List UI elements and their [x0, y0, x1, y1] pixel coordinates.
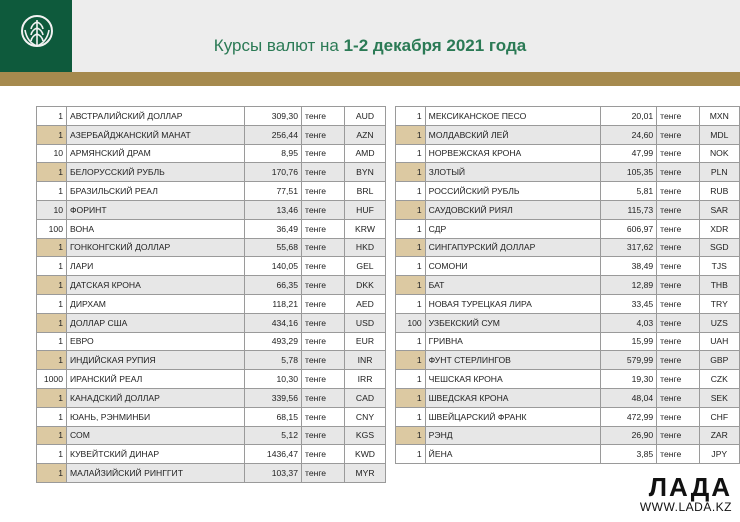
table-row	[37, 332, 386, 351]
rate-value: 103,37	[245, 464, 302, 483]
rate-unit: тенге	[657, 388, 699, 407]
rate-value: 105,35	[601, 163, 657, 182]
currency-code: DKK	[345, 276, 386, 295]
rate-value: 3,85	[601, 445, 657, 464]
rate-unit: тенге	[657, 125, 699, 144]
rate-unit: тенге	[657, 107, 699, 126]
rate-unit: тенге	[657, 182, 699, 201]
rate-unit: тенге	[302, 219, 345, 238]
currency-code: AUD	[345, 107, 386, 126]
rate-value: 256,44	[245, 125, 302, 144]
currency-code: SAR	[699, 200, 739, 219]
currency-name: ГОНКОНГСКИЙ ДОЛЛАР	[67, 238, 245, 257]
rate-unit: тенге	[302, 200, 345, 219]
currency-code: BYN	[345, 163, 386, 182]
table-row	[37, 144, 386, 163]
gold-stripe	[0, 72, 740, 86]
currency-code: AZN	[345, 125, 386, 144]
rate-value: 317,62	[601, 238, 657, 257]
title-date: 1-2 декабря 2021 года	[343, 36, 527, 55]
rate-unit: тенге	[302, 182, 345, 201]
unit-count: 1	[37, 125, 67, 144]
rate-unit: тенге	[657, 238, 699, 257]
unit-count: 1000	[37, 370, 67, 389]
unit-count: 1	[37, 313, 67, 332]
rate-unit: тенге	[302, 426, 345, 445]
currency-code: BRL	[345, 182, 386, 201]
rate-value: 309,30	[245, 107, 302, 126]
currency-code: RUB	[699, 182, 739, 201]
table-row	[396, 313, 740, 332]
unit-count: 1	[396, 276, 426, 295]
rate-unit: тенге	[302, 313, 345, 332]
table-row	[396, 238, 740, 257]
rate-unit: тенге	[302, 388, 345, 407]
unit-count: 1	[396, 445, 426, 464]
rate-unit: тенге	[657, 445, 699, 464]
table-row	[396, 107, 740, 126]
table-row	[37, 388, 386, 407]
currency-code: TRY	[699, 294, 739, 313]
watermark-logo: ЛАДА	[648, 472, 732, 502]
unit-count: 1	[396, 182, 426, 201]
rate-value: 20,01	[601, 107, 657, 126]
unit-count: 1	[37, 238, 67, 257]
currency-name: АЗЕРБАЙДЖАНСКИЙ МАНАТ	[67, 125, 245, 144]
rate-unit: тенге	[657, 313, 699, 332]
currency-code: PLN	[699, 163, 739, 182]
table-row	[396, 351, 740, 370]
rate-value: 5,12	[245, 426, 302, 445]
currency-code: UZS	[699, 313, 739, 332]
rate-unit: тенге	[302, 238, 345, 257]
rate-value: 13,46	[245, 200, 302, 219]
currency-code: UAH	[699, 332, 739, 351]
unit-count: 100	[37, 219, 67, 238]
table-row	[396, 144, 740, 163]
currency-name: НОРВЕЖСКАЯ КРОНА	[425, 144, 600, 163]
currency-code: NOK	[699, 144, 739, 163]
rate-unit: тенге	[657, 426, 699, 445]
rate-value: 115,73	[601, 200, 657, 219]
currency-code: MDL	[699, 125, 739, 144]
table-row	[396, 445, 740, 464]
rate-unit: тенге	[657, 276, 699, 295]
table-row	[37, 426, 386, 445]
table-row	[37, 107, 386, 126]
rate-value: 1436,47	[245, 445, 302, 464]
rate-value: 68,15	[245, 407, 302, 426]
currency-name: СОМ	[67, 426, 245, 445]
unit-count: 1	[396, 163, 426, 182]
currency-name: НОВАЯ ТУРЕЦКАЯ ЛИРА	[425, 294, 600, 313]
currency-name: АВСТРАЛИЙСКИЙ ДОЛЛАР	[67, 107, 245, 126]
table-row	[37, 257, 386, 276]
currency-name: ГРИВНА	[425, 332, 600, 351]
table-row	[37, 219, 386, 238]
currency-name: ИНДИЙСКАЯ РУПИЯ	[67, 351, 245, 370]
rate-value: 24,60	[601, 125, 657, 144]
currency-code: AED	[345, 294, 386, 313]
currency-name: ВОНА	[67, 219, 245, 238]
currency-name: ШВЕЙЦАРСКИЙ ФРАНК	[425, 407, 600, 426]
rate-unit: тенге	[302, 163, 345, 182]
rate-value: 118,21	[245, 294, 302, 313]
page-title	[0, 36, 740, 56]
rate-unit: тенге	[657, 407, 699, 426]
currency-name: БРАЗИЛЬСКИЙ РЕАЛ	[67, 182, 245, 201]
currency-name: РЭНД	[425, 426, 600, 445]
unit-count: 1	[37, 276, 67, 295]
rate-value: 15,99	[601, 332, 657, 351]
rate-value: 48,04	[601, 388, 657, 407]
currency-code: XDR	[699, 219, 739, 238]
currency-code: CAD	[345, 388, 386, 407]
unit-count: 1	[396, 388, 426, 407]
unit-count: 1	[396, 219, 426, 238]
currency-name: МЕКСИКАНСКОЕ ПЕСО	[425, 107, 600, 126]
rate-unit: тенге	[302, 294, 345, 313]
currency-name: ФОРИНТ	[67, 200, 245, 219]
rate-unit: тенге	[302, 257, 345, 276]
rate-value: 36,49	[245, 219, 302, 238]
currency-code: HUF	[345, 200, 386, 219]
rate-unit: тенге	[302, 276, 345, 295]
unit-count: 1	[37, 407, 67, 426]
currency-code: CHF	[699, 407, 739, 426]
currency-code: KWD	[345, 445, 386, 464]
watermark	[640, 474, 732, 514]
rate-value: 493,29	[245, 332, 302, 351]
table-row	[396, 182, 740, 201]
rate-unit: тенге	[302, 445, 345, 464]
rate-value: 55,68	[245, 238, 302, 257]
rate-value: 77,51	[245, 182, 302, 201]
table-row	[37, 276, 386, 295]
table-row	[37, 200, 386, 219]
currency-code: ZAR	[699, 426, 739, 445]
rate-unit: тенге	[657, 163, 699, 182]
rate-value: 5,78	[245, 351, 302, 370]
currency-name: ЧЕШСКАЯ КРОНА	[425, 370, 600, 389]
currency-name: МОЛДАВСКИЙ ЛЕЙ	[425, 125, 600, 144]
rate-unit: тенге	[657, 351, 699, 370]
title-prefix: Курсы валют на	[213, 36, 344, 55]
rate-unit: тенге	[657, 294, 699, 313]
table-row	[37, 445, 386, 464]
currency-name: ИРАНСКИЙ РЕАЛ	[67, 370, 245, 389]
currency-code: TJS	[699, 257, 739, 276]
currency-name: ШВЕДСКАЯ КРОНА	[425, 388, 600, 407]
currency-name: ДОЛЛАР США	[67, 313, 245, 332]
rate-unit: тенге	[657, 370, 699, 389]
currency-name: СОМОНИ	[425, 257, 600, 276]
rate-value: 10,30	[245, 370, 302, 389]
table-row	[37, 313, 386, 332]
currency-code: HKD	[345, 238, 386, 257]
unit-count: 10	[37, 200, 67, 219]
rates-table-right	[395, 106, 740, 464]
unit-count: 1	[396, 294, 426, 313]
table-row	[396, 426, 740, 445]
unit-count: 1	[37, 332, 67, 351]
rate-value: 4,03	[601, 313, 657, 332]
rate-unit: тенге	[302, 332, 345, 351]
currency-name: УЗБЕКСКИЙ СУМ	[425, 313, 600, 332]
rate-unit: тенге	[657, 332, 699, 351]
unit-count: 1	[396, 107, 426, 126]
currency-name: АРМЯНСКИЙ ДРАМ	[67, 144, 245, 163]
unit-count: 1	[396, 125, 426, 144]
currency-code: EUR	[345, 332, 386, 351]
rate-value: 339,56	[245, 388, 302, 407]
unit-count: 1	[396, 407, 426, 426]
table-row	[37, 294, 386, 313]
unit-count: 1	[37, 107, 67, 126]
rate-value: 47,99	[601, 144, 657, 163]
unit-count: 1	[37, 294, 67, 313]
currency-code: KGS	[345, 426, 386, 445]
currency-code: MXN	[699, 107, 739, 126]
currency-name: ЛАРИ	[67, 257, 245, 276]
unit-count: 1	[396, 238, 426, 257]
table-row	[37, 125, 386, 144]
table-row	[396, 388, 740, 407]
rate-value: 472,99	[601, 407, 657, 426]
unit-count: 100	[396, 313, 426, 332]
rates-table-left	[36, 106, 386, 483]
rate-unit: тенге	[302, 107, 345, 126]
currency-code: USD	[345, 313, 386, 332]
unit-count: 1	[396, 257, 426, 276]
currency-code: SEK	[699, 388, 739, 407]
unit-count: 1	[37, 257, 67, 276]
currency-name: СДР	[425, 219, 600, 238]
currency-code: THB	[699, 276, 739, 295]
unit-count: 1	[37, 464, 67, 483]
currency-code: IRR	[345, 370, 386, 389]
rate-value: 66,35	[245, 276, 302, 295]
currency-name: МАЛАЙЗИЙСКИЙ РИНГГИТ	[67, 464, 245, 483]
currency-code: JPY	[699, 445, 739, 464]
rate-value: 19,30	[601, 370, 657, 389]
unit-count: 1	[37, 163, 67, 182]
currency-name: КАНАДСКИЙ ДОЛЛАР	[67, 388, 245, 407]
table-row	[396, 294, 740, 313]
currency-code: GEL	[345, 257, 386, 276]
rate-value: 38,49	[601, 257, 657, 276]
rate-value: 26,90	[601, 426, 657, 445]
currency-name: БЕЛОРУССКИЙ РУБЛЬ	[67, 163, 245, 182]
rate-value: 12,89	[601, 276, 657, 295]
rate-value: 434,16	[245, 313, 302, 332]
currency-code: CZK	[699, 370, 739, 389]
table-row	[37, 370, 386, 389]
currency-name: РОССИЙСКИЙ РУБЛЬ	[425, 182, 600, 201]
currency-code: INR	[345, 351, 386, 370]
unit-count: 1	[396, 426, 426, 445]
rate-value: 140,05	[245, 257, 302, 276]
table-row	[396, 370, 740, 389]
unit-count: 1	[37, 388, 67, 407]
rate-unit: тенге	[657, 257, 699, 276]
currency-code: AMD	[345, 144, 386, 163]
unit-count: 1	[396, 332, 426, 351]
currency-name: БАТ	[425, 276, 600, 295]
table-row	[37, 238, 386, 257]
rate-value: 5,81	[601, 182, 657, 201]
currency-code: SGD	[699, 238, 739, 257]
currency-name: КУВЕЙТСКИЙ ДИНАР	[67, 445, 245, 464]
currency-name: ЮАНЬ, РЭНМИНБИ	[67, 407, 245, 426]
rate-value: 606,97	[601, 219, 657, 238]
currency-name: ФУНТ СТЕРЛИНГОВ	[425, 351, 600, 370]
rate-unit: тенге	[302, 407, 345, 426]
table-row	[396, 332, 740, 351]
currency-name: ДАТСКАЯ КРОНА	[67, 276, 245, 295]
rate-unit: тенге	[302, 125, 345, 144]
rate-unit: тенге	[302, 370, 345, 389]
table-row	[396, 257, 740, 276]
table-row	[37, 351, 386, 370]
currency-name: СИНГАПУРСКИЙ ДОЛЛАР	[425, 238, 600, 257]
unit-count: 1	[396, 200, 426, 219]
rate-value: 170,76	[245, 163, 302, 182]
currency-name: ЕВРО	[67, 332, 245, 351]
table-row	[396, 200, 740, 219]
unit-count: 1	[37, 445, 67, 464]
currency-code: MYR	[345, 464, 386, 483]
table-row	[396, 163, 740, 182]
currency-code: GBP	[699, 351, 739, 370]
currency-name: ЙЕНА	[425, 445, 600, 464]
unit-count: 1	[37, 182, 67, 201]
rate-unit: тенге	[302, 144, 345, 163]
unit-count: 1	[396, 351, 426, 370]
table-row	[37, 163, 386, 182]
unit-count: 1	[37, 426, 67, 445]
rate-value: 8,95	[245, 144, 302, 163]
currency-code: CNY	[345, 407, 386, 426]
rate-unit: тенге	[302, 351, 345, 370]
table-row	[37, 182, 386, 201]
watermark-url: WWW.LADA.KZ	[639, 500, 732, 514]
table-row	[396, 276, 740, 295]
unit-count: 1	[396, 370, 426, 389]
table-row	[396, 125, 740, 144]
table-row	[37, 464, 386, 483]
currency-name: САУДОВСКИЙ РИЯЛ	[425, 200, 600, 219]
currency-code: KRW	[345, 219, 386, 238]
currency-name: ДИРХАМ	[67, 294, 245, 313]
unit-count: 1	[396, 144, 426, 163]
table-row	[396, 407, 740, 426]
table-row	[37, 407, 386, 426]
unit-count: 10	[37, 144, 67, 163]
rate-unit: тенге	[657, 144, 699, 163]
rate-value: 33,45	[601, 294, 657, 313]
rate-unit: тенге	[302, 464, 345, 483]
rate-value: 579,99	[601, 351, 657, 370]
rate-unit: тенге	[657, 200, 699, 219]
currency-name: ЗЛОТЫЙ	[425, 163, 600, 182]
table-row	[396, 219, 740, 238]
unit-count: 1	[37, 351, 67, 370]
rate-unit: тенге	[657, 219, 699, 238]
